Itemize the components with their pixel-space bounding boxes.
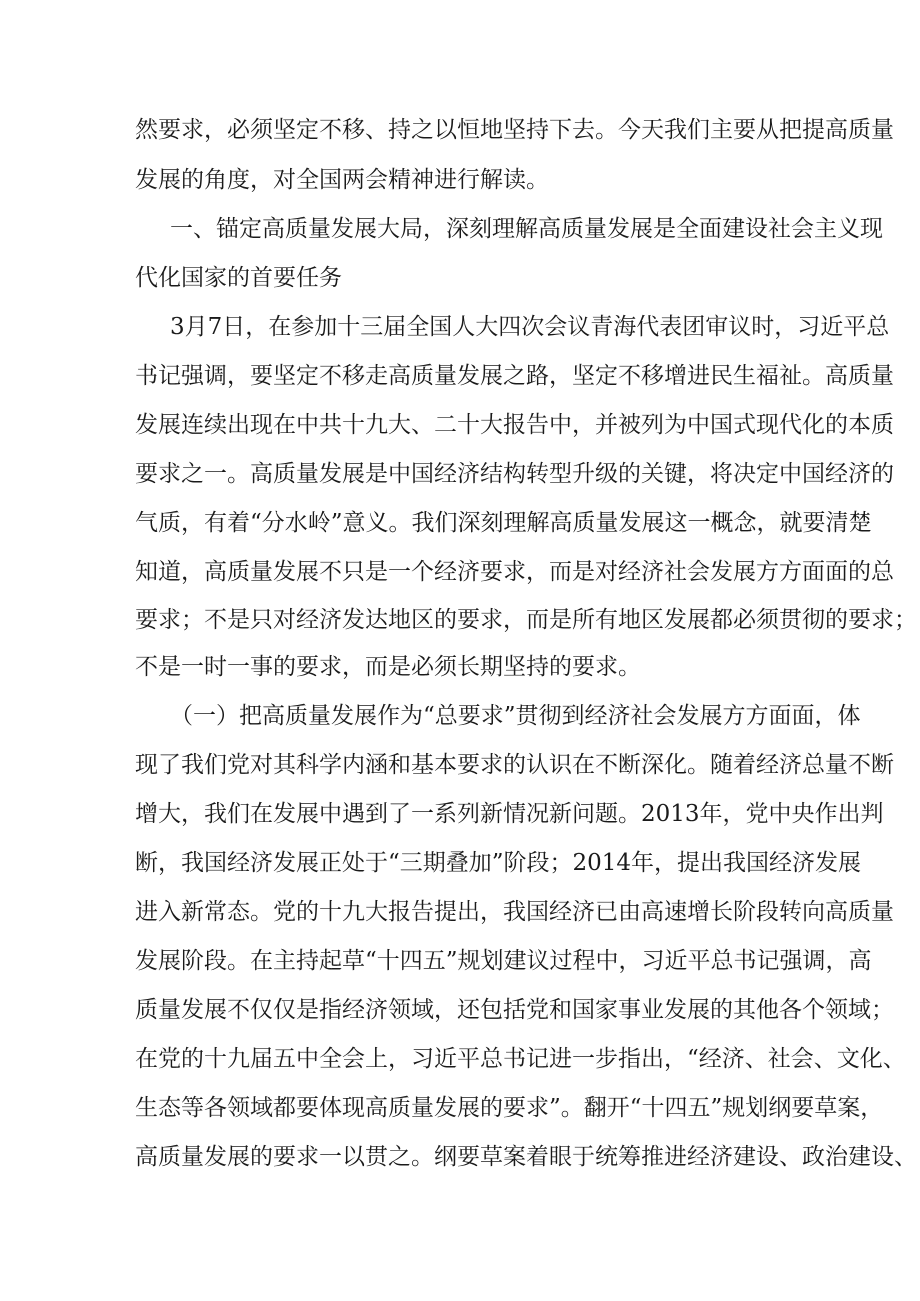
text-line-20: 在党的十九届五中全会上，习近平总书记进一步指出，“经济、社会、文化、 <box>135 1046 906 1072</box>
text-line-2: 发展的角度，对全国两会精神进行解读。 <box>135 167 549 193</box>
text-line-9: 气质，有着“分水岭”意义。我们深刻理解高质量发展这一概念，就要清楚 <box>135 510 872 536</box>
text-line-10: 知道，高质量发展不只是一个经济要求，而是对经济社会发展方方面面的总 <box>135 559 894 585</box>
text-line-18: 发展阶段。在主持起草“十四五”规划建议过程中，习近平总书记强调，高 <box>135 948 872 974</box>
text-line-16: 断，我国经济发展正处于“三期叠加”阶段；2014年，提出我国经济发展 <box>135 850 862 876</box>
section-heading-line-2: 代化国家的首要任务 <box>135 265 342 291</box>
text-line-19: 质量发展不仅仅是指经济领域，还包括党和国家事业发展的其他各个领域； <box>135 997 894 1023</box>
text-line-7: 发展连续出现在中共十九大、二十大报告中，并被列为中国式现代化的本质 <box>135 412 894 438</box>
section-heading-line-1: 一、锚定高质量发展大局，深刻理解高质量发展是全面建设社会主义现 <box>170 216 883 242</box>
subsection-line-1: （一）把高质量发展作为“总要求”贯彻到经济社会发展方方面面，体 <box>170 703 861 729</box>
text-line-15: 增大，我们在发展中遇到了一系列新情况新问题。2013年，党中央作出判 <box>135 801 884 827</box>
text-line-5: 3月7日，在参加十三届全国人大四次会议青海代表团审议时，习近平总 <box>170 314 890 340</box>
text-line-12: 不是一时一事的要求，而是必须长期坚持的要求。 <box>135 654 641 680</box>
text-line-22: 高质量发展的要求一以贯之。纲要草案着眼于统筹推进经济建设、政治建设、 <box>135 1144 917 1170</box>
text-line-6: 书记强调，要坚定不移走高质量发展之路，坚定不移增进民生福祉。高质量 <box>135 363 894 389</box>
text-line-11: 要求；不是只对经济发达地区的要求，而是所有地区发展都必须贯彻的要求； <box>135 607 917 633</box>
text-line-1: 然要求，必须坚定不移、持之以恒地坚持下去。今天我们主要从把提高质量 <box>135 117 894 143</box>
text-line-21: 生态等各领域都要体现高质量发展的要求”。翻开“十四五”规划纲要草案， <box>135 1095 884 1121</box>
text-line-17: 进入新常态。党的十九大报告提出，我国经济已由高速增长阶段转向高质量 <box>135 899 894 925</box>
text-line-8: 要求之一。高质量发展是中国经济结构转型升级的关键，将决定中国经济的 <box>135 461 894 487</box>
text-line-14: 现了我们党对其科学内涵和基本要求的认识在不断深化。随着经济总量不断 <box>135 752 894 778</box>
